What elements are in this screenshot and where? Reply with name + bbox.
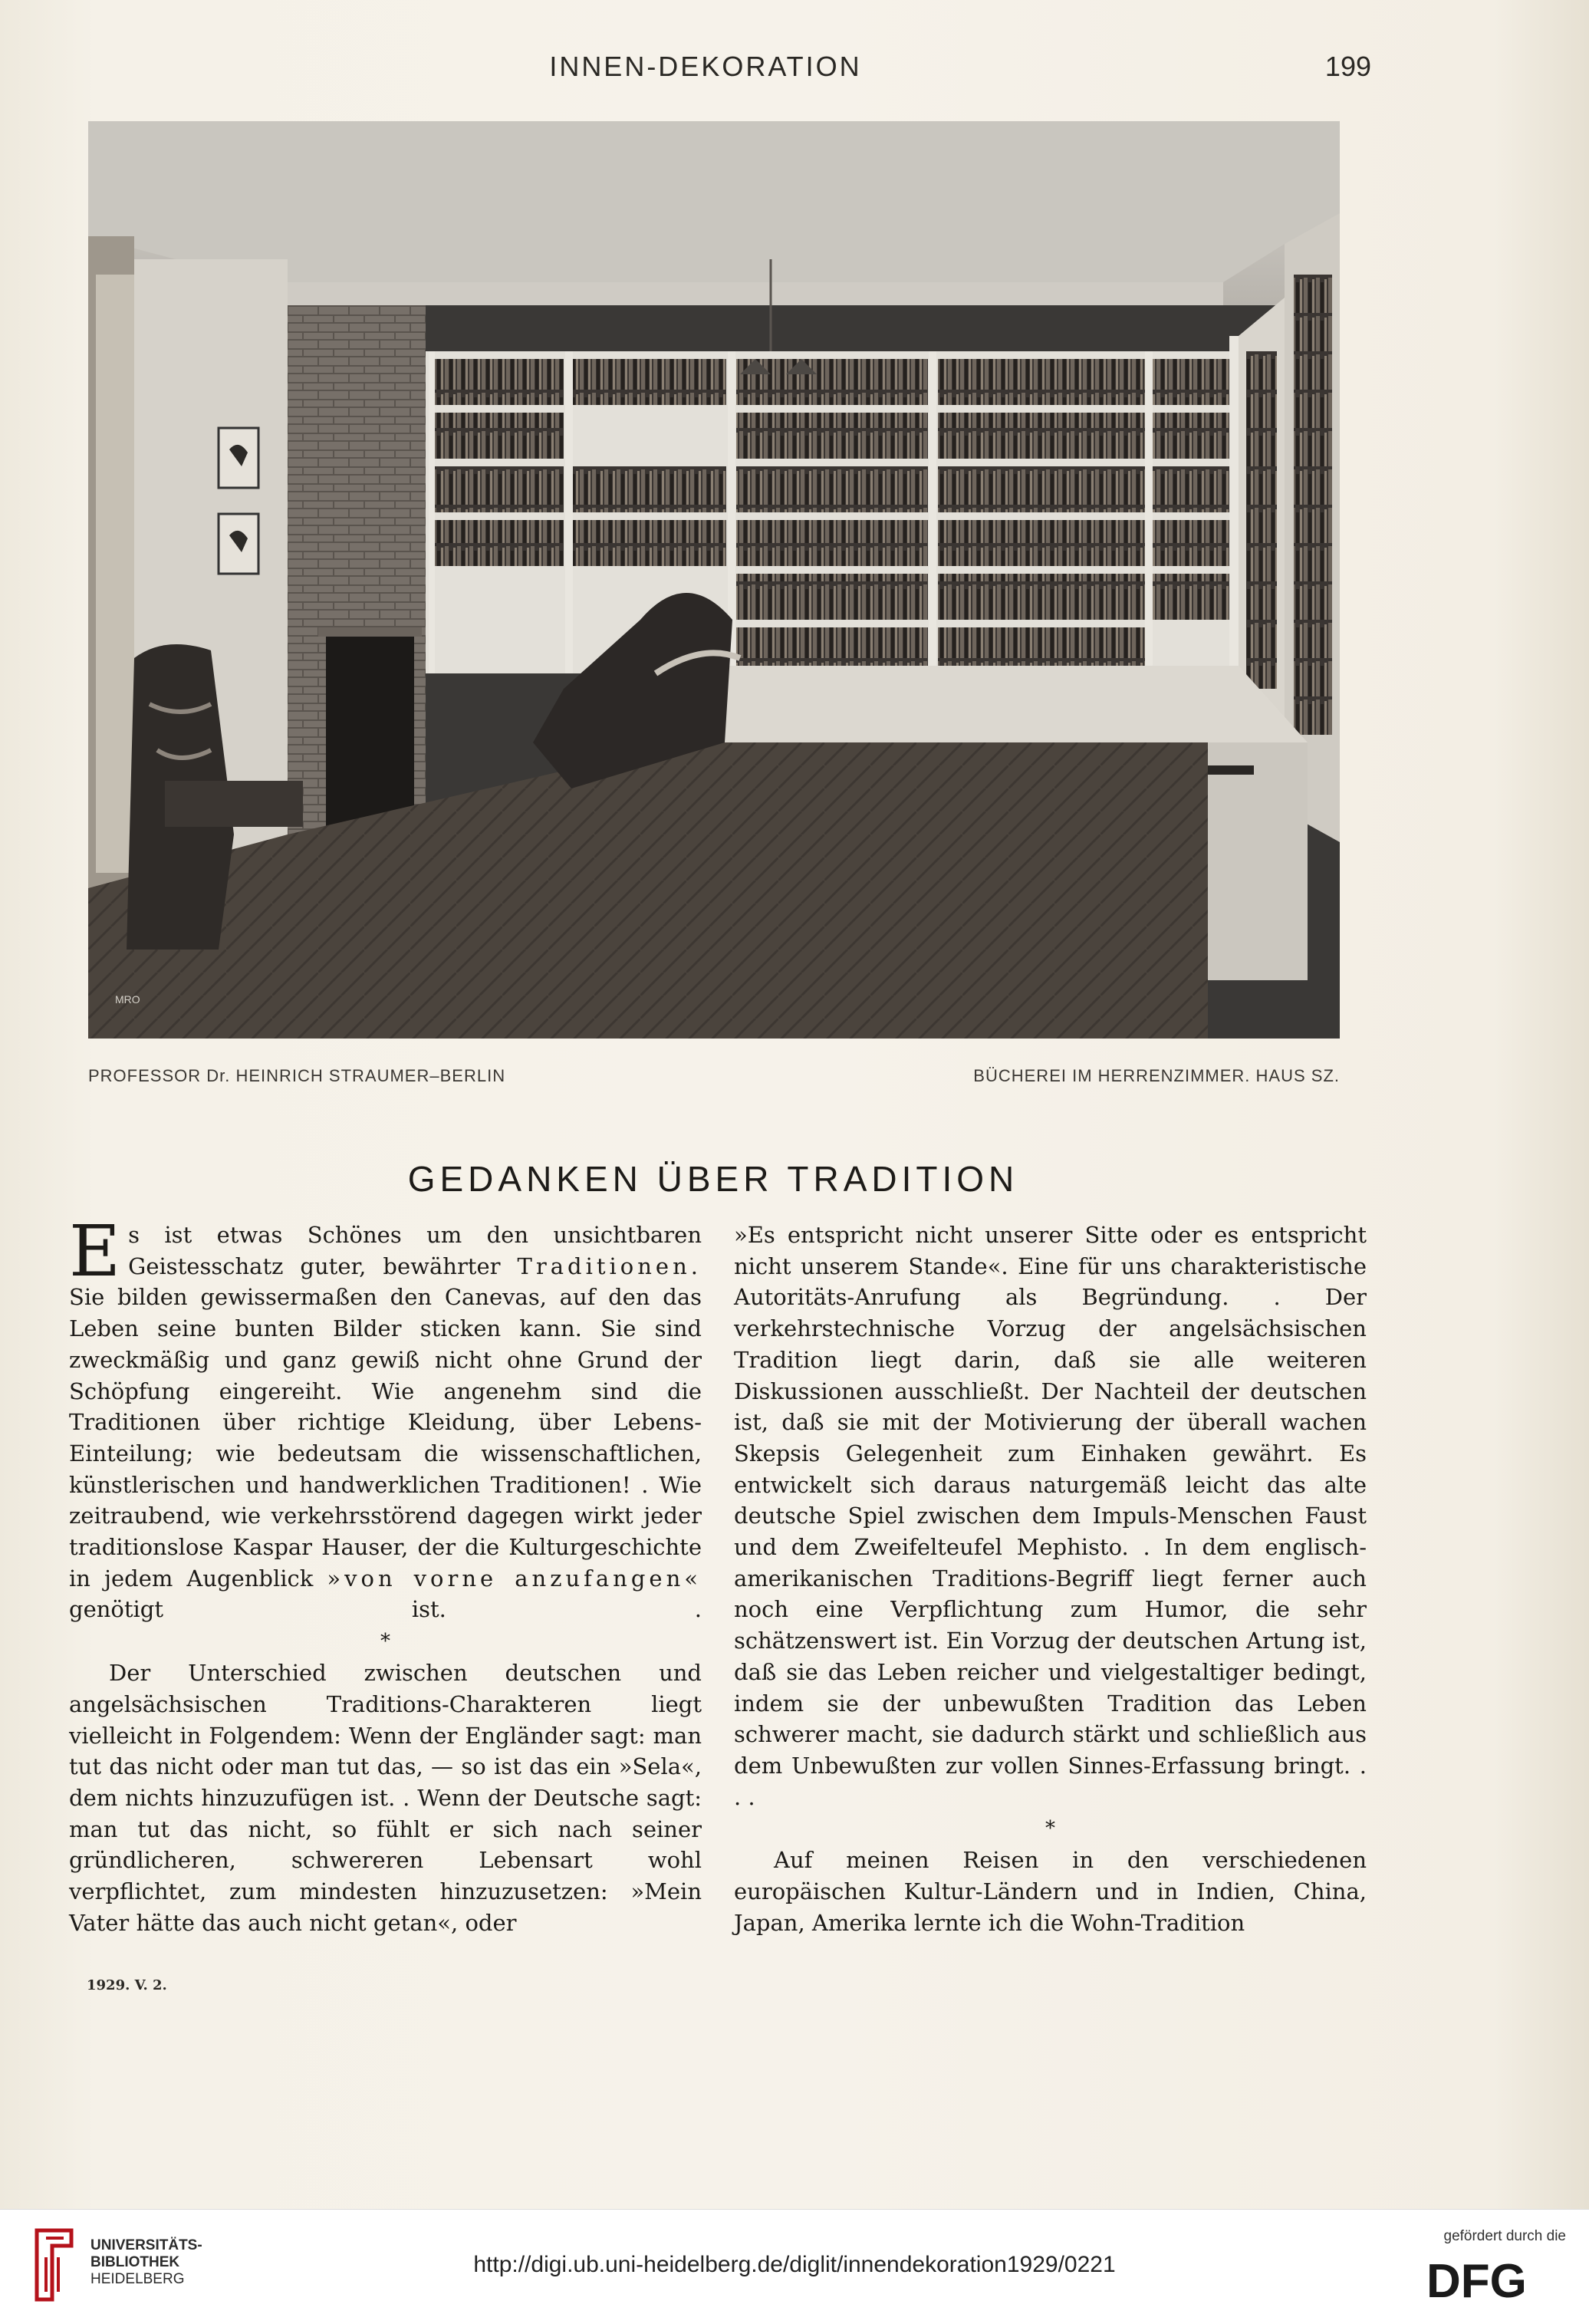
article-title: GEDANKEN ÜBER TRADITION xyxy=(407,1159,1019,1199)
photo-credit: PROFESSOR Dr. HEINRICH STRAUMER–BERLIN xyxy=(88,1066,506,1085)
photo-monogram: MRO xyxy=(115,993,140,1006)
text-run: s ist etwas Schönes um den unsichtbaren Geistesschatz guter, bewährter xyxy=(128,1222,702,1279)
issue-signature: 1929. V. 2. xyxy=(87,1977,167,1993)
right-column xyxy=(734,1220,1367,1938)
library-room-photograph xyxy=(88,121,1340,1039)
library-name-line: UNIVERSITÄTS- xyxy=(90,2237,202,2253)
section-star: * xyxy=(1045,1817,1055,1841)
text-run: genötigt ist. . xyxy=(69,1596,702,1623)
paragraph: Auf meinen Reisen in den verschiedenen europäischen Kultur-Ländern und in Indien, China, Japan, Amerika lernte ich die Wohn-Tradition xyxy=(734,1847,1367,1936)
left-column xyxy=(69,1210,702,1938)
photo-caption: BÜCHEREI IM HERRENZIMMER. HAUS SZ. xyxy=(973,1066,1340,1085)
section-star: * xyxy=(380,1630,390,1654)
spaced-emphasis: Traditionen. xyxy=(517,1253,702,1279)
spaced-emphasis: »von vorne anzufangen« xyxy=(327,1565,702,1592)
library-name-line: BIBLIOTHEK xyxy=(90,2254,180,2270)
paragraph: Der Unterschied zwischen deutschen und angelsächsischen Traditions-Charakteren liegt vielleicht in Folgendem: Wenn der Engländer sagt: man tut das nicht oder man tut das, — so ist das ein »Sela«, dem nichts hinzuzufügen ist. . Wenn der Deutsche sagt: man tut das nicht, so fühlt er sich nach seiner gründlicheren, schwereren Lebensart wohl verpflichtet, zum mindesten hinzuzusetzen: »Mein Vater hätte das auch nicht getan«, oder xyxy=(69,1660,702,1936)
running-head xyxy=(0,48,1589,86)
running-title: INNEN-DEKORATION xyxy=(549,51,862,82)
source-url-link[interactable]: http://digi.ub.uni-heidelberg.de/diglit/innendekoration1929/0221 xyxy=(473,2252,1116,2277)
paragraph xyxy=(69,1210,702,1625)
dfg-logo-text: DFG xyxy=(1426,2257,1527,2303)
funded-by-label: gefördert durch die xyxy=(1443,2228,1566,2244)
digitization-footer xyxy=(0,2209,1589,2324)
page-number: 199 xyxy=(1324,51,1371,82)
photo-illustration xyxy=(88,121,1340,1039)
drop-cap: E xyxy=(69,1210,121,1292)
text-run: Sie bilden gewissermaßen den Canevas, auf den das Leben seine bunten Bilder sticken kann. Sie sind zweckmäßig und ganz gewiß nicht ohne Grund der Schöpfung eingereiht. Wie angenehm sind die Traditionen über richtige Kleidung, über Lebens-Einteilung; wie bedeutsam die wissenschaftlichen, künstlerischen und handwerklichen Traditionen! . Wie zeitraubend, wie verkehrsstörend dagegen wirkt jeder traditionslose Kaspar Hauser, der die Kulturgeschichte in jedem Augenblick xyxy=(69,1284,702,1592)
library-name-line: HEIDELBERG xyxy=(90,2271,185,2287)
paragraph: »Es entspricht nicht unserer Sitte oder es entspricht nicht unserem Stande«. Eine für uns charakteristische Autoritäts-Anrufung als Begründung. . Der verkehrstechnische Vorzug der angelsächsischen Tradition liegt darin, daß sie alle weiteren Diskussionen ausschließt. Der Nachteil der deutschen ist, daß sie mit der Motivierung der überall wachen Skepsis Gelegenheit zum Einhaken gewährt. Es entwickelt sich daraus naturgemäß leicht das alte deutsche Spiel zwischen dem Impuls-Menschen Faust und dem Zweifelteufel Mephisto. . In dem englisch-amerikanischen Traditions-Begriff liegt ferner auch noch eine Verpflichtung zum Humor, die sehr schätzenswert ist. Ein Vorzug der deutschen Artung ist, daß sie das Leben reicher und vielgestaltiger bedingt, indem sie der unbewußten Tradition das Leben schwerer macht, sie dadurch stärkt und schließlich aus dem Unbewußten zur vollen Sinnes-Erfassung bringt. . . . xyxy=(734,1222,1367,1810)
dfg-logo-icon xyxy=(1426,2257,1564,2306)
